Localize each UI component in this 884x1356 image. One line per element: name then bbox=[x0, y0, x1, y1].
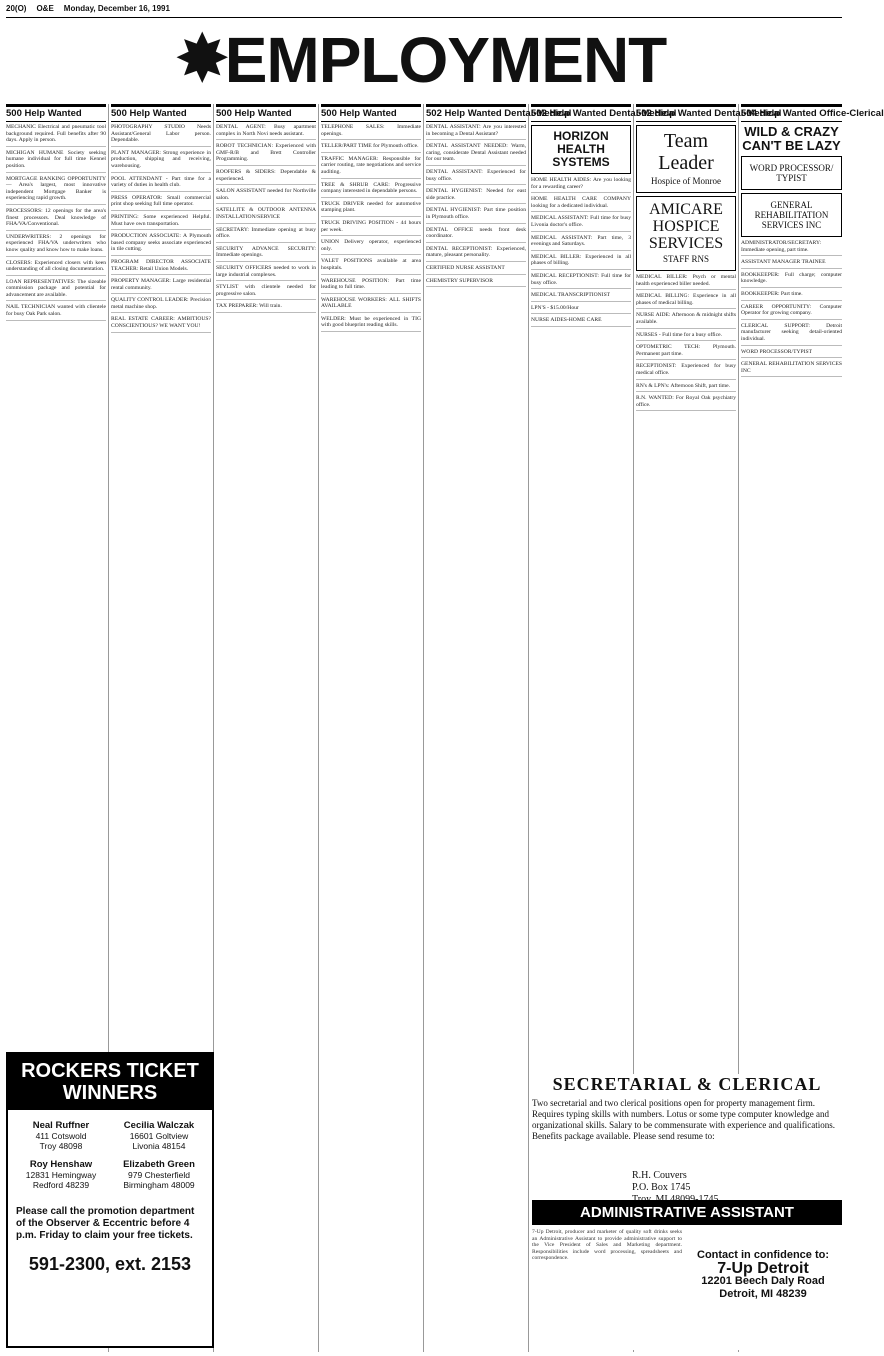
rehab-ad bbox=[741, 193, 842, 237]
wild-crazy-ad: WILD & CRAZY CAN'T BE LAZY bbox=[742, 124, 841, 153]
team-leader-ad bbox=[636, 125, 736, 193]
classified-ad: HOME HEALTH CARE COMPANY looking for a dedicated individual. bbox=[531, 196, 631, 212]
contact-line: R.H. Couvers bbox=[632, 1170, 687, 1181]
classified-ad: PLANT MANAGER: Strong experience in production, shipping and receiving, warehousing. bbox=[111, 150, 211, 173]
team-leader-org: Hospice of Monroe bbox=[651, 176, 721, 186]
winner bbox=[112, 1159, 206, 1190]
amicare-ad bbox=[636, 196, 736, 271]
classified-ad: VALET POSITIONS available at area hospitals. bbox=[321, 258, 421, 274]
winner-street: 411 Cotswold bbox=[35, 1131, 87, 1141]
column-3 bbox=[214, 104, 319, 1352]
secretarial-title: SECRETARIAL & CLERICAL bbox=[552, 1074, 822, 1094]
winner bbox=[14, 1120, 108, 1151]
winner-name: Neal Ruffner bbox=[32, 1120, 90, 1131]
secretarial-ad bbox=[532, 1074, 842, 1174]
winner-name: Roy Henshaw bbox=[29, 1159, 93, 1170]
ad-list bbox=[741, 240, 842, 377]
classified-ad: TELEPHONE SALES: Immediate openings. bbox=[321, 124, 421, 140]
classified-ad: MEDICAL RECEPTIONIST: Full time for busy office. bbox=[531, 273, 631, 289]
classified-ad: NURSES - Full time for a busy office. bbox=[636, 332, 736, 342]
column-heading: 502 Help Wanted Dental-Medical bbox=[636, 104, 736, 122]
rehab-title: GENERAL REHABILITATION SERVICES INC bbox=[754, 200, 829, 230]
classified-ad: UNION Delivery operator, experienced only. bbox=[321, 239, 421, 255]
ad-list bbox=[6, 124, 106, 321]
classified-ad: CAREER OPPORTUNITY: Computer Operator for growing company. bbox=[741, 304, 842, 320]
paper-name: O&E bbox=[36, 4, 54, 13]
classified-ad: BOOKKEEPER: Part time. bbox=[741, 291, 842, 301]
classified-ad: MEDICAL BILLING: Experience in all phases of medical billing. bbox=[636, 293, 736, 309]
winner-city: Troy 48098 bbox=[39, 1141, 83, 1151]
word-processor-ad bbox=[741, 156, 842, 190]
classified-ad: R.N. WANTED: For Royal Oak psychiatry office. bbox=[636, 395, 736, 411]
page-folio bbox=[6, 4, 842, 18]
winner-street: 979 Chesterfield bbox=[128, 1170, 190, 1180]
classified-ad: SECURITY OFFICERS needed to work in large industrial complexes. bbox=[216, 265, 316, 281]
horizon-name: HORIZON HEALTH SYSTEMS bbox=[552, 129, 610, 169]
classified-ad: LOAN REPRESENTATIVES: The sizeable commission package and potential for advancement are available. bbox=[6, 279, 106, 302]
winners-grid bbox=[8, 1110, 212, 1200]
classified-ad: DENTAL HYGIENIST: Needed for east side practice. bbox=[426, 188, 526, 204]
classified-ad: SATELLITE & OUTDOOR ANTENNA INSTALLATION/SERVICE bbox=[216, 207, 316, 223]
admin-contact bbox=[688, 1229, 838, 1301]
ad-list bbox=[111, 124, 211, 333]
classified-ad: TAX PREPARER: Will train. bbox=[216, 303, 316, 313]
winner-name: Cecilia Walczak bbox=[123, 1120, 195, 1131]
classified-ad: DENTAL HYGIENIST: Part time position in Plymouth office. bbox=[426, 207, 526, 223]
classified-ad: ROOFERS & SIDERS: Dependable & experienced. bbox=[216, 169, 316, 185]
ad-list bbox=[321, 124, 421, 332]
classified-ad: PROPERTY MANAGER: Large residential rental community. bbox=[111, 278, 211, 294]
winner bbox=[112, 1120, 206, 1151]
star-icon: ✸ bbox=[173, 20, 231, 99]
classified-ad: TELLER/PART TIME for Plymouth office. bbox=[321, 143, 421, 153]
classified-ad: ASSISTANT MANAGER TRAINEE bbox=[741, 259, 842, 269]
admin-title: ADMINISTRATIVE ASSISTANT bbox=[532, 1200, 842, 1225]
classified-ad: DENTAL AGENT: Busy apartment complex in North Novi needs assistant. bbox=[216, 124, 316, 140]
ad-list bbox=[216, 124, 316, 313]
column-heading: 502 Help Wanted Dental-Medical bbox=[426, 104, 526, 122]
classified-ad: CHEMISTRY SUPERVISOR bbox=[426, 278, 526, 288]
classified-ad: WAREHOUSE POSITION: Part time leading to full time. bbox=[321, 278, 421, 294]
classified-ad: GENERAL REHABILITATION SERVICES INC bbox=[741, 361, 842, 377]
classified-ad: SECRETARY: Immediate opening at busy office. bbox=[216, 227, 316, 243]
classified-ad: SALON ASSISTANT needed for Northville salon. bbox=[216, 188, 316, 204]
rockers-ticket-ad bbox=[6, 1052, 214, 1348]
admin-text: 7-Up Detroit, producer and marketer of quality soft drinks seeks an Administrative Assistant to provide administrative support to the Vice President of Sales and Marketing department. Responsibilities include word processing, spreadsheets and correspondence. bbox=[532, 1229, 682, 1262]
classified-ad: WAREHOUSE WORKERS: ALL SHIFTS AVAILABLE bbox=[321, 297, 421, 313]
winner-name: Elizabeth Green bbox=[123, 1159, 195, 1170]
masthead bbox=[140, 20, 700, 100]
rockers-note: Please call the promotion department of the Observer & Eccentric before 4 p.m. Friday to claim your free tickets. bbox=[16, 1206, 195, 1241]
classified-ad: NAIL TECHNICIAN wanted with clientele for busy Oak Park salon. bbox=[6, 304, 106, 320]
classified-ad: DENTAL RECEPTIONIST: Experienced, mature, pleasant personality. bbox=[426, 246, 526, 262]
classified-ad: DENTAL ASSISTANT: Are you interested in becoming a Dental Assistant? bbox=[426, 124, 526, 140]
classified-ad: SECURITY ADVANCE SECURITY: Immediate openings. bbox=[216, 246, 316, 262]
column-4 bbox=[319, 104, 424, 1352]
rockers-phone: 591-2300, ext. 2153 bbox=[28, 1254, 192, 1274]
classified-ad: POOL ATTENDANT - Part time for a variety of duties in health club. bbox=[111, 176, 211, 192]
classified-ad: UNDERWRITERS: 2 openings for experienced FHA/VA underwriters who know quality and know how to make loans. bbox=[6, 234, 106, 257]
column-heading: 500 Help Wanted bbox=[6, 104, 106, 122]
horizon-ad bbox=[531, 125, 631, 174]
classified-ad: MEDICAL BILLER: Psych or mental health experienced biller needed. bbox=[636, 274, 736, 290]
amicare-sub: STAFF RNS bbox=[662, 254, 710, 264]
classified-ad: RECEPTIONIST: Experienced for busy medical office. bbox=[636, 363, 736, 379]
column-heading: 504 Help Wanted Office-Clerical bbox=[741, 104, 842, 122]
ad-list bbox=[636, 274, 736, 411]
issue-date: Monday, December 16, 1991 bbox=[63, 4, 170, 13]
contact-line: Detroit, MI 48239 bbox=[719, 1288, 807, 1300]
winner-city: Birmingham 48009 bbox=[123, 1180, 195, 1190]
contact-line: Contact in confidence to: bbox=[697, 1249, 829, 1261]
classified-ad: PHOTOGRAPHY STUDIO Needs Assistant/General Labor person. Dependable. bbox=[111, 124, 211, 147]
winner bbox=[14, 1159, 108, 1190]
winner-city: Redford 48239 bbox=[32, 1180, 90, 1190]
classified-ad: PRINTING: Some experienced Helpful. Must have own transportation. bbox=[111, 214, 211, 230]
ad-list bbox=[531, 177, 631, 327]
classified-ad: NURSE AIDE: Afternoon & midnight shifts available. bbox=[636, 312, 736, 328]
classified-ad: MEDICAL ASSISTANT: Part time, 3 evenings and Saturdays. bbox=[531, 235, 631, 251]
classified-ad: DENTAL OFFICE needs front desk coordinator. bbox=[426, 227, 526, 243]
classified-ad: PROGRAM DIRECTOR ASSOCIATE TEACHER: Retail Union Models. bbox=[111, 259, 211, 275]
contact-line: 12201 Beech Daly Road bbox=[701, 1275, 825, 1287]
classified-ad: OPTOMETRIC TECH: Plymouth. Permanent part time. bbox=[636, 344, 736, 360]
classified-ad: LPN'S - $15.00/Hour bbox=[531, 305, 631, 315]
classified-ad: MEDICAL ASSISTANT: Full time for busy Livonia doctor's office. bbox=[531, 215, 631, 231]
classified-ad: DENTAL ASSISTANT: Experienced for busy office. bbox=[426, 169, 526, 185]
classified-ad: TREE & SHRUB CARE: Progressive company interested in dependable persons. bbox=[321, 182, 421, 198]
classified-ad: BOOKKEEPER: Full charge; computer knowledge. bbox=[741, 272, 842, 288]
classified-ad: WORD PROCESSOR/TYPIST bbox=[741, 349, 842, 359]
classified-ad: STYLIST with clientele needed for progressive salon. bbox=[216, 284, 316, 300]
page-number: 20(O) bbox=[6, 4, 27, 13]
classified-ad: CLERICAL SUPPORT: Detroit manufacturer seeking detail-oriented individual. bbox=[741, 323, 842, 346]
classified-ad: MEDICAL TRANSCRIPTIONIST bbox=[531, 292, 631, 302]
classified-ad: PROCESSORS: 12 openings for the area's finest processors. Deal knowledge of FHA/VA/Conventional. bbox=[6, 208, 106, 231]
contact-line: 7-Up Detroit bbox=[717, 1260, 809, 1277]
classified-ad: MICHIGAN HUMANE Society seeking humane individual for full time Kennel position. bbox=[6, 150, 106, 173]
classified-ad: QUALITY CONTROL LEADER: Precision metal machine shop. bbox=[111, 297, 211, 313]
classified-ad: TRAFFIC MANAGER: Responsible for carrier routing, rate negotiations and service auditing. bbox=[321, 156, 421, 179]
contact-line: P.O. Box 1745 bbox=[632, 1182, 691, 1193]
classified-ad: MEDICAL BILLER: Experienced in all phases of billing. bbox=[531, 254, 631, 270]
rockers-title: ROCKERS TICKET WINNERS bbox=[8, 1054, 212, 1110]
classified-ad: REAL ESTATE CAREER: AMBITIOUS? CONSCIENTIOUS? WE WANT YOU! bbox=[111, 316, 211, 332]
masthead-title: EMPLOYMENT bbox=[224, 24, 667, 96]
classified-ad: DENTAL ASSISTANT NEEDED: Warm, caring, considerate Dental Assistant needed for our team. bbox=[426, 143, 526, 166]
amicare-name: AMICARE HOSPICE SERVICES bbox=[648, 201, 724, 252]
classified-ad: HOME HEALTH AIDES: Are you looking for a rewarding career? bbox=[531, 177, 631, 193]
column-heading: 500 Help Wanted bbox=[321, 104, 421, 122]
classified-ad: TRUCK DRIVER needed for automotive stamping plant. bbox=[321, 201, 421, 217]
classified-ad: ADMINISTRATOR/SECRETARY: Immediate opening, part time. bbox=[741, 240, 842, 256]
classified-ad: TRUCK DRIVING POSITION - 44 hours per week. bbox=[321, 220, 421, 236]
classified-ad: PRESS OPERATOR: Small commercial print shop seeking full time operator. bbox=[111, 195, 211, 211]
winner-street: 16601 Goltview bbox=[129, 1131, 189, 1141]
classified-ad: ROBOT TECHNICIAN: Experienced with GMF-R/B and Brett Controller Programming. bbox=[216, 143, 316, 166]
word-processor-title: WORD PROCESSOR/ TYPIST bbox=[749, 163, 834, 183]
classified-ad: CERTIFIED NURSE ASSISTANT bbox=[426, 265, 526, 275]
team-leader-title: Team Leader bbox=[658, 130, 714, 174]
classified-ad: MORTGAGE BANKING OPPORTUNITY — Area's largest, most innovative independent Mortgage Banker is experiencing rapid growth. bbox=[6, 176, 106, 205]
classified-ad: PRODUCTION ASSOCIATE: A Plymouth based company seeks associate experienced in tile cutting. bbox=[111, 233, 211, 256]
classified-ad: WELDER: Must be experienced in TIG with good blueprint reading skills. bbox=[321, 316, 421, 332]
classified-ad: RN's & LPN's: Afternoon Shift, part time. bbox=[636, 383, 736, 393]
column-heading: 502 Help Wanted Dental-Medical bbox=[531, 104, 631, 122]
classified-ad: MECHANIC Electrical and pneumatic tool background required. Full benefits after 90 days. Apply in person. bbox=[6, 124, 106, 147]
ad-list bbox=[426, 124, 526, 287]
classified-ad: NURSE AIDES-HOME CARE bbox=[531, 317, 631, 327]
column-heading: 500 Help Wanted bbox=[216, 104, 316, 122]
winner-city: Livonia 48154 bbox=[132, 1141, 186, 1151]
winner-street: 12831 Hemingway bbox=[25, 1170, 97, 1180]
classified-ad: CLOSERS: Experienced closers with keen understanding of all closing documentation. bbox=[6, 260, 106, 276]
column-heading: 500 Help Wanted bbox=[111, 104, 211, 122]
admin-assistant-ad bbox=[532, 1200, 842, 1350]
secretarial-text: Two secretarial and two clerical positions open for property management firm. Requires typing skills with numbers. Lotus or some type computer knowledge and organizational skills. Salary to be commensurate with experience and qualifications. Benefits package available. Please send resume to: bbox=[532, 1098, 835, 1141]
